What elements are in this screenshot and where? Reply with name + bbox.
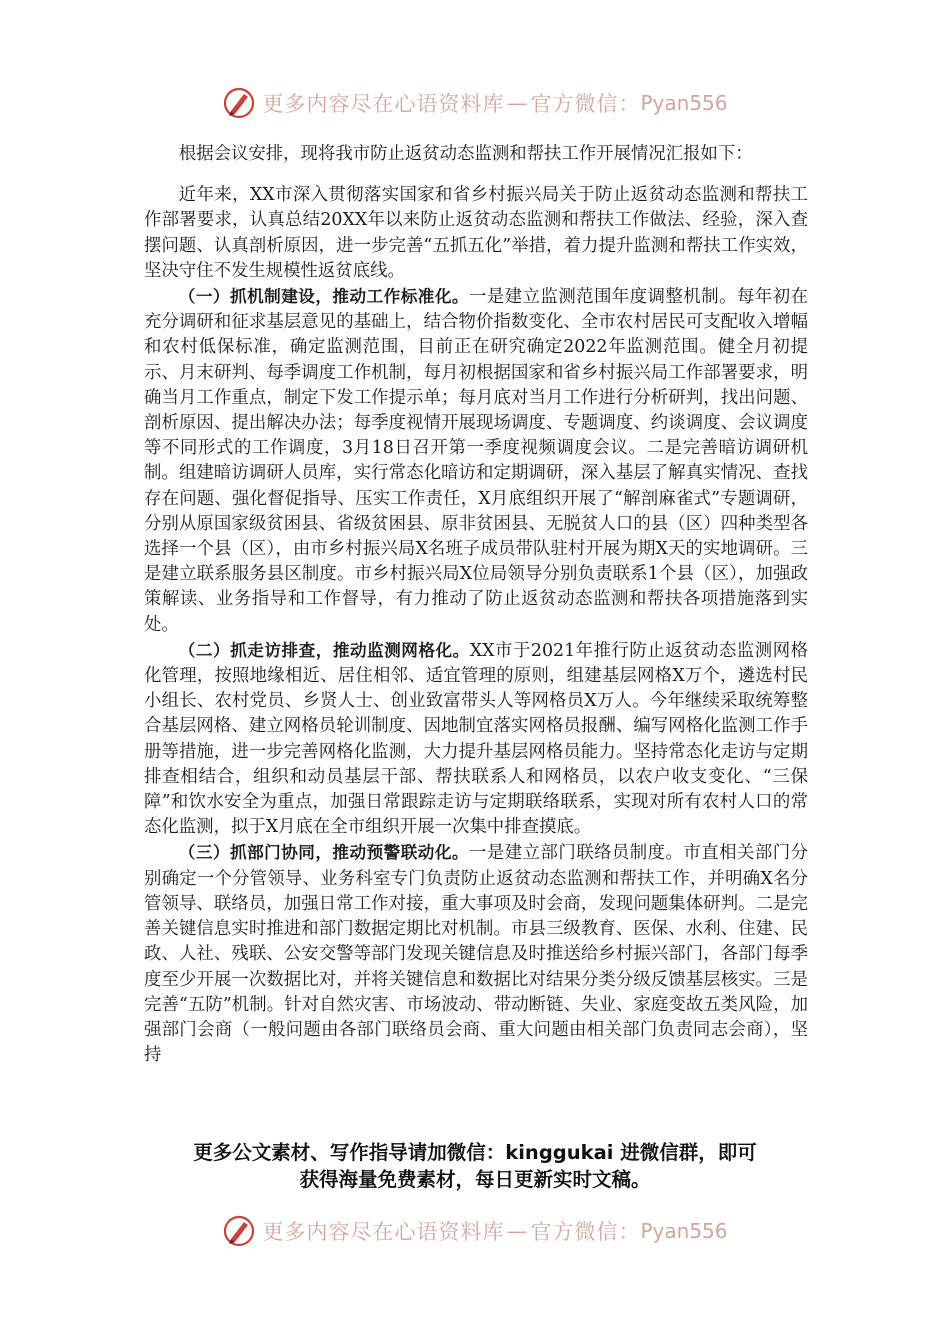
watermark-footer bbox=[0, 1214, 950, 1248]
watermark-header bbox=[0, 86, 950, 120]
intro-paragraph: 根据会议安排，现将我市防止返贫动态监测和帮扶工作开展情况汇报如下： bbox=[178, 144, 753, 164]
document-body bbox=[144, 142, 808, 1068]
section-1-body: 一是建立监测范围年度调整机制。每年初在充分调研和征求基层意见的基础上，结合物价指数变化、全市农村居民可支配收入增幅和农村低保标准，确定监测范围，目前正在研究确定2022年监测范围。健全月初提示、月末研判、每季调度工作机制，每月初根据国家和省乡村振兴局工作部署要求，明确当月工作重点，制定下发工作提示单；每月底对当月工作进行分析研判，找出问题、剖析原因、提出解决办法；每季度视情开展现场调度、专题调度、约谈调度、会议调度等不同形式的工作调度，3月18日召开第一季度视频调度会议。二是完善暗访调研机制。组建暗访调研人员库，实行常态化暗访和定期调研，深入基层了解真实情况、查找存在问题、强化督促指导、压实工作责任，X月底组织开展了“解剖麻雀式”专题调研，分别从原国家级贫困县、省级贫困县、原非贫困县、无脱贫人口的县（区）四种类型各选择一个县（区），由市乡村振兴局X名班子成员带队驻村开展为期X天的实地调研。三是建立联系服务县区制度。市乡村振兴局X位局领导分别负责联系1个县（区），加强政策解读、业务指导和工作督导，有力推动了防止返贫动态监测和帮扶各项措施落到实处。 bbox=[144, 287, 808, 635]
lead-paragraph: 近年来，XX市深入贯彻落实国家和省乡村振兴局关于防止返贫动态监测和帮扶工作部署要求，认真总结20XX年以来防止返贫动态监测和帮扶工作做法、经验，深入查摆问题、认真剖析原因，进一步完善“五抓五化”举措，着力提升监测和帮扶工作实效，坚决守住不发生规模性返贫底线。 bbox=[144, 185, 808, 281]
section-1-paragraph bbox=[144, 284, 808, 638]
section-2-heading: （二）抓走访排查，推动监测网格化。 bbox=[178, 640, 470, 660]
watermark-dash: — bbox=[506, 1219, 529, 1243]
pen-logo-icon bbox=[222, 1214, 256, 1248]
promo-banner bbox=[120, 1139, 830, 1193]
section-2-paragraph bbox=[144, 638, 808, 841]
promo-line-1: 更多公文素材、写作指导请加微信：kinggukai 进微信群，即可 bbox=[193, 1141, 757, 1164]
watermark-id: Pyan556 bbox=[640, 91, 728, 115]
watermark-label: 官方微信： bbox=[530, 92, 641, 116]
watermark-id: Pyan556 bbox=[640, 1219, 728, 1243]
watermark-label: 官方微信： bbox=[530, 1220, 641, 1244]
watermark-name: 更多内容尽在心语资料库 bbox=[262, 1220, 505, 1244]
section-1-heading: （一）抓机制建设，推动工作标准化。 bbox=[178, 287, 469, 307]
section-3-paragraph bbox=[144, 840, 808, 1068]
section-2-body: XX市于2021年推行防止返贫动态监测网格化管理，按照地缘相近、居住相邻、适宜管理的原则，组建基层网格X万个，遴选村民小组长、农村党员、乡贤人士、创业致富带头人等网格员X万人。今年继续采取统筹整合基层网格、建立网格员轮训制度、因地制宜落实网格员报酬、编写网格化监测工作手册等措施，进一步完善网格化监测，大力提升基层网格员能力。坚持常态化走访与定期排查相结合，组织和动员基层干部、帮扶联系人和网格员，以农户收支变化、“三保障”和饮水安全为重点，加强日常跟踪走访与定期联络联系，实现对所有农村人口的常态化监测，拟于X月底在全市组织开展一次集中排查摸底。 bbox=[144, 640, 808, 838]
section-3-body: 一是建立部门联络员制度。市直相关部门分别确定一个分管领导、业务科室专门负责防止返贫动态监测和帮扶工作，并明确X名分管领导、联络员，加强日常工作对接，重大事项及时会商，发现问题集体研判。二是完善关键信息实时推进和部门数据定期比对机制。市县三级教育、医保、水利、住建、民政、人社、残联、公安交警等部门发现关键信息及时推送给乡村振兴部门，各部门每季度至少开展一次数据比对，并将关键信息和数据比对结果分类分级反馈基层核实。三是完善“五防”机制。针对自然灾害、市场波动、带动断链、失业、家庭变故五类风险，加强部门会商（一般问题由各部门联络员会商、重大问题由相关部门负责同志会商），坚持 bbox=[144, 843, 808, 1066]
watermark-name: 更多内容尽在心语资料库 bbox=[262, 92, 505, 116]
promo-line-2: 获得海量免费素材，每日更新实时文稿。 bbox=[299, 1168, 651, 1191]
section-3-heading: （三）抓部门协同，推动预警联动化。 bbox=[178, 843, 469, 863]
watermark-dash: — bbox=[506, 91, 529, 115]
pen-logo-icon bbox=[222, 86, 256, 120]
